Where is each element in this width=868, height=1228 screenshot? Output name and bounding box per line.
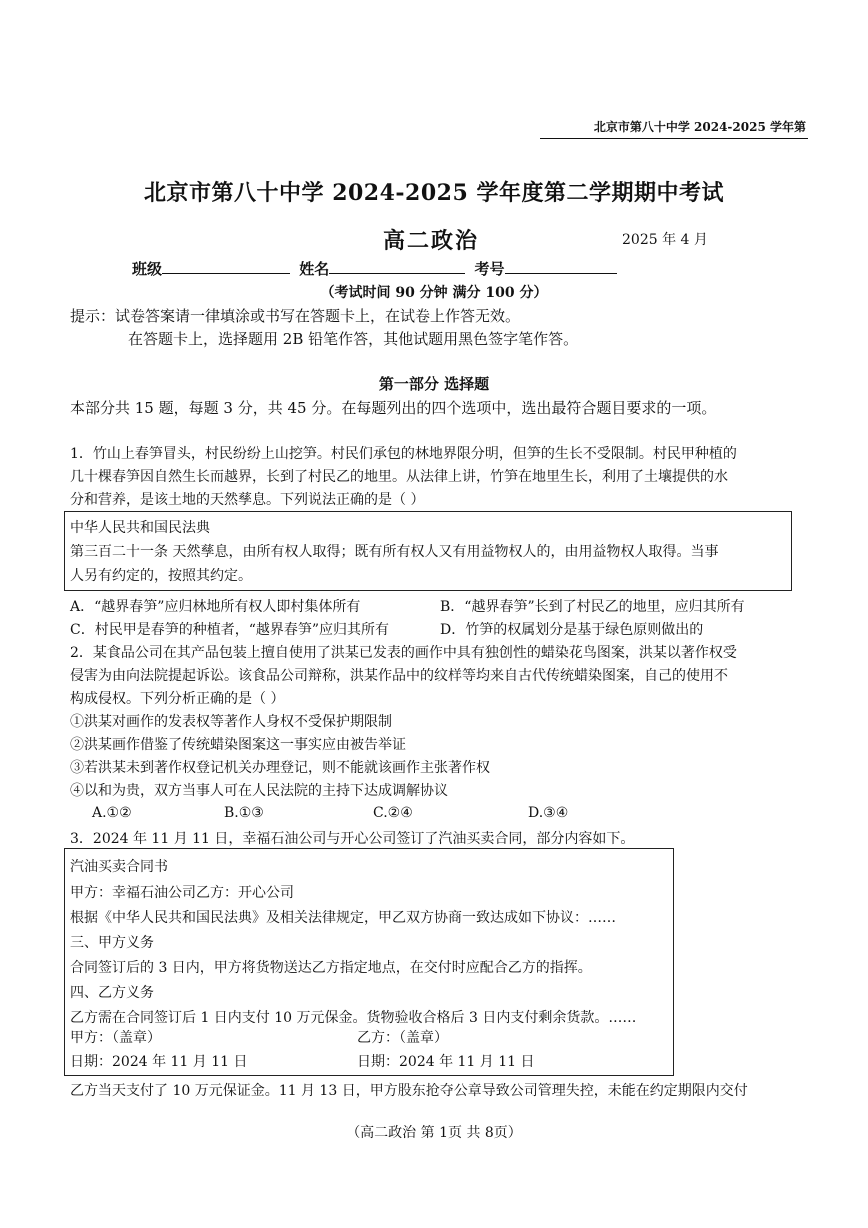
q3-contract-party-a-duty: 合同签订后的 3 日内，甲方将货物送达乙方指定地点，在交付时应配合乙方的指挥。 xyxy=(70,960,592,976)
q1-box-line-2: 第三百二十一条 天然孳息，由所有权人取得；既有所有权人又有用益物权人的，由用益物权人取得。当事 xyxy=(70,544,719,560)
id-label: 考号 xyxy=(474,260,505,278)
q1-option-c: C．村民甲是春笋的种植者，“越界春笋”应归其所有 xyxy=(70,622,390,638)
page-footer: （高二政治 第 1页 共 8页） xyxy=(346,1125,522,1141)
q2-option-a: A.①② xyxy=(92,805,132,821)
q3-intro: 3．2024 年 11 月 11 日，幸福石油公司与开心公司签订了汽油买卖合同，部分内容如下。 xyxy=(70,831,635,847)
q1-line-2: 几十棵春笋因自然生长而越界，长到了村民乙的地里。从法律上讲，竹笋在地里生长，利用了土壤提供的水 xyxy=(70,469,728,485)
q3-contract-section-4: 四、乙方义务 xyxy=(70,985,154,1001)
header-rule xyxy=(540,138,808,139)
exam-time: （考试时间 90 分钟 满分 100 分） xyxy=(320,285,548,301)
section-desc: 本部分共 15 题，每题 3 分，共 45 分。在每题列出的四个选项中，选出最符合题目要求的一项。 xyxy=(70,399,717,417)
school-year-tag: 北京市第八十中学 2024-2025 学年第 xyxy=(593,120,806,134)
q3-contract-parties: 甲方：幸福石油公司乙方：开心公司 xyxy=(70,885,294,901)
class-label: 班级 xyxy=(132,260,163,278)
subject-title: 高二政治 xyxy=(383,228,480,254)
id-blank[interactable] xyxy=(505,258,617,274)
q3-contract-section-3: 三、甲方义务 xyxy=(70,935,154,951)
q3-contract-party-b-duty: 乙方需在合同签订后 1 日内支付 10 万元保金。货物验收合格后 3 日内支付剩余货款。…… xyxy=(70,1010,637,1026)
q3-sign-a: 甲方：（盖章） xyxy=(70,1030,161,1046)
q1-option-d: D．竹笋的权属划分是基于绿色原则做出的 xyxy=(440,622,704,638)
q3-after-line: 乙方当天支付了 10 万元保证金。11 月 13 日，甲方股东抢夺公章导致公司管理失控，未能在约定期限内交付 xyxy=(70,1083,748,1099)
q2-line-2: 侵害为由向法院提起诉讼。该食品公司辩称，洪某作品中的纹样等均来自古代传统蜡染图案，自己的使用不 xyxy=(70,668,728,684)
q2-statement-1: ①洪某对画作的发表权等著作人身权不受保护期限制 xyxy=(70,714,392,730)
q2-statement-3: ③若洪某未到著作权登记机关办理登记，则不能就该画作主张著作权 xyxy=(70,760,490,776)
exam-title: 北京市第八十中学 2024-2025 学年度第二学期期中考试 xyxy=(144,180,724,206)
q2-option-c: C.②④ xyxy=(373,805,413,821)
q2-line-3: 构成侵权。下列分析正确的是（ ） xyxy=(70,691,285,707)
exam-date: 2025 年 4 月 xyxy=(622,232,708,248)
q1-box-line-1: 中华人民共和国民法典 xyxy=(70,520,210,536)
q2-option-d: D.③④ xyxy=(528,805,569,821)
q1-line-1: 1．竹山上春笋冒头，村民纷纷上山挖笋。村民们承包的林地界限分明，但笋的生长不受限制。村民甲种植的 xyxy=(70,446,737,462)
q1-box-line-3: 人另有约定的，按照其约定。 xyxy=(70,568,252,584)
q1-option-a: A．“越界春笋”应归林地所有权人即村集体所有 xyxy=(70,599,361,615)
name-blank[interactable] xyxy=(329,258,465,274)
q3-sign-b: 乙方：（盖章） xyxy=(357,1030,448,1046)
student-info-fields xyxy=(132,258,617,279)
q2-statement-2: ②洪某画作借鉴了传统蜡染图案这一事实应由被告举证 xyxy=(70,737,406,753)
q2-statement-4: ④以和为贵，双方当事人可在人民法院的主持下达成调解协议 xyxy=(70,783,448,799)
tip-line-1: 提示：试卷答案请一律填涂或书写在答题卡上，在试卷上作答无效。 xyxy=(70,307,521,325)
section-title: 第一部分 选择题 xyxy=(378,375,490,393)
class-blank[interactable] xyxy=(162,258,290,274)
q1-line-3: 分和营养，是该土地的天然孳息。下列说法正确的是（ ） xyxy=(70,492,425,508)
tip-line-2: 在答题卡上，选择题用 2B 铅笔作答，其他试题用黑色签字笔作答。 xyxy=(128,330,579,348)
q3-date-b: 日期：2024 年 11 月 11 日 xyxy=(357,1054,535,1070)
q3-contract-basis: 根据《中华人民共和国民法典》及相关法律规定，甲乙双方协商一致达成如下协议：…… xyxy=(70,910,616,926)
q3-contract-title: 汽油买卖合同书 xyxy=(70,859,168,875)
q1-option-b: B．“越界春笋”长到了村民乙的地里，应归其所有 xyxy=(440,599,745,615)
q2-line-1: 2．某食品公司在其产品包装上擅自使用了洪某已发表的画作中具有独创性的蜡染花鸟图案，洪某以著作权受 xyxy=(70,645,737,661)
q2-option-b: B.①③ xyxy=(224,805,264,821)
q3-date-a: 日期：2024 年 11 月 11 日 xyxy=(70,1054,248,1070)
name-label: 姓名 xyxy=(299,260,330,278)
